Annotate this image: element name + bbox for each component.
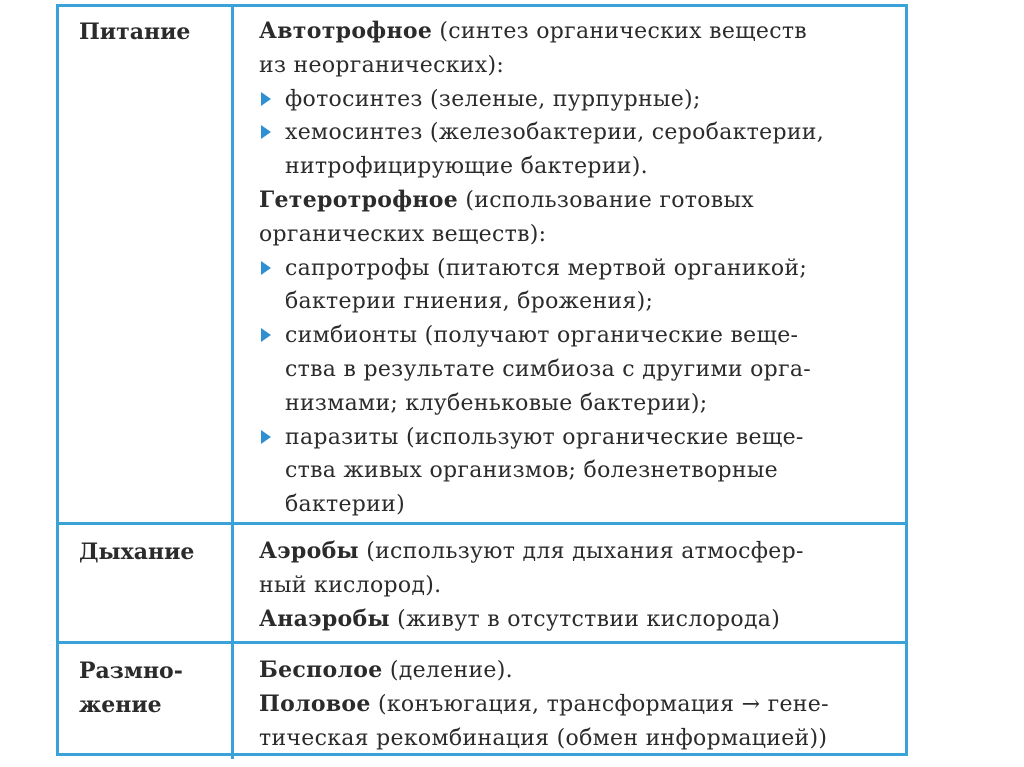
text-fragment: (конъюгация, трансформация → гене- [370, 691, 829, 717]
term-sexual: Половое [259, 690, 371, 717]
column-divider [231, 525, 234, 644]
text-line: бактерии) [285, 492, 405, 518]
text-line [259, 184, 889, 218]
list-item-text: сапротрофы (питаются мертвой органикой; [285, 255, 808, 281]
text-line [259, 535, 889, 569]
term-anaerobes: Анаэробы [259, 605, 390, 632]
text-fragment: (синтез органических веществ [432, 19, 807, 44]
term-heterotrophic: Гетеротрофное [259, 186, 459, 213]
text-line: тическая рекомбинация (обмен информацией)) [259, 725, 828, 751]
text-line: бактерии гниения, брожения); [285, 289, 654, 315]
row-content-reproduction [259, 654, 889, 755]
list-item-text: симбионты (получают органические веще- [285, 323, 799, 349]
triangle-bullet-icon [261, 328, 271, 342]
column-divider [231, 644, 234, 759]
row-content-respiration [259, 535, 889, 636]
triangle-bullet-icon [261, 125, 271, 139]
text-line: органических веществ): [259, 221, 547, 247]
list-item [259, 421, 889, 455]
table-row-respiration [59, 522, 905, 644]
term-aerobes: Аэробы [259, 538, 359, 564]
text-line: ный кислород). [259, 572, 442, 598]
bacteria-characteristics-table [56, 4, 908, 756]
row-label-reproduction [79, 654, 219, 722]
text-line [259, 603, 889, 637]
text-line: из неорганических): [259, 52, 505, 78]
list-item-text: паразиты (используют органические веще- [285, 424, 804, 450]
row-label-respiration: Дыхание [79, 539, 195, 565]
row-content-nutrition [259, 15, 889, 522]
text-line [259, 688, 889, 722]
column-divider [231, 7, 234, 522]
label-line: жение [79, 691, 162, 718]
list-item-text: фотосинтез (зеленые, пурпурные); [285, 86, 701, 112]
table-row-reproduction [59, 641, 905, 759]
text-line: низмами; клубеньковые бактерии); [285, 390, 708, 416]
text-line [259, 654, 889, 688]
text-fragment: (использование готовых [458, 187, 754, 213]
term-autotrophic: Автотрофное [259, 18, 433, 44]
text-fragment: (живут в отсутствии кислорода) [389, 606, 781, 632]
triangle-bullet-icon [261, 92, 271, 106]
list-item [259, 83, 889, 117]
list-item [259, 252, 889, 286]
text-line: нитрофицирующие бактерии). [285, 154, 648, 180]
text-fragment: (деление). [382, 658, 513, 683]
table-row-nutrition [59, 7, 905, 522]
term-asexual: Бесполое [259, 657, 383, 683]
list-item [259, 116, 889, 150]
row-label-nutrition: Питание [79, 19, 191, 45]
list-item-text: хемосинтез (железобактерии, серобактерии, [285, 120, 825, 146]
text-fragment: (используют для дыхания атмосфер- [358, 539, 804, 564]
text-line [259, 15, 889, 49]
list-item [259, 319, 889, 353]
triangle-bullet-icon [261, 430, 271, 444]
text-line: ства живых организмов; болезнетворные [285, 458, 778, 484]
text-line: ства в результате симбиоза с другими орга- [285, 356, 812, 382]
triangle-bullet-icon [261, 261, 271, 275]
label-line: Размно- [79, 658, 183, 684]
